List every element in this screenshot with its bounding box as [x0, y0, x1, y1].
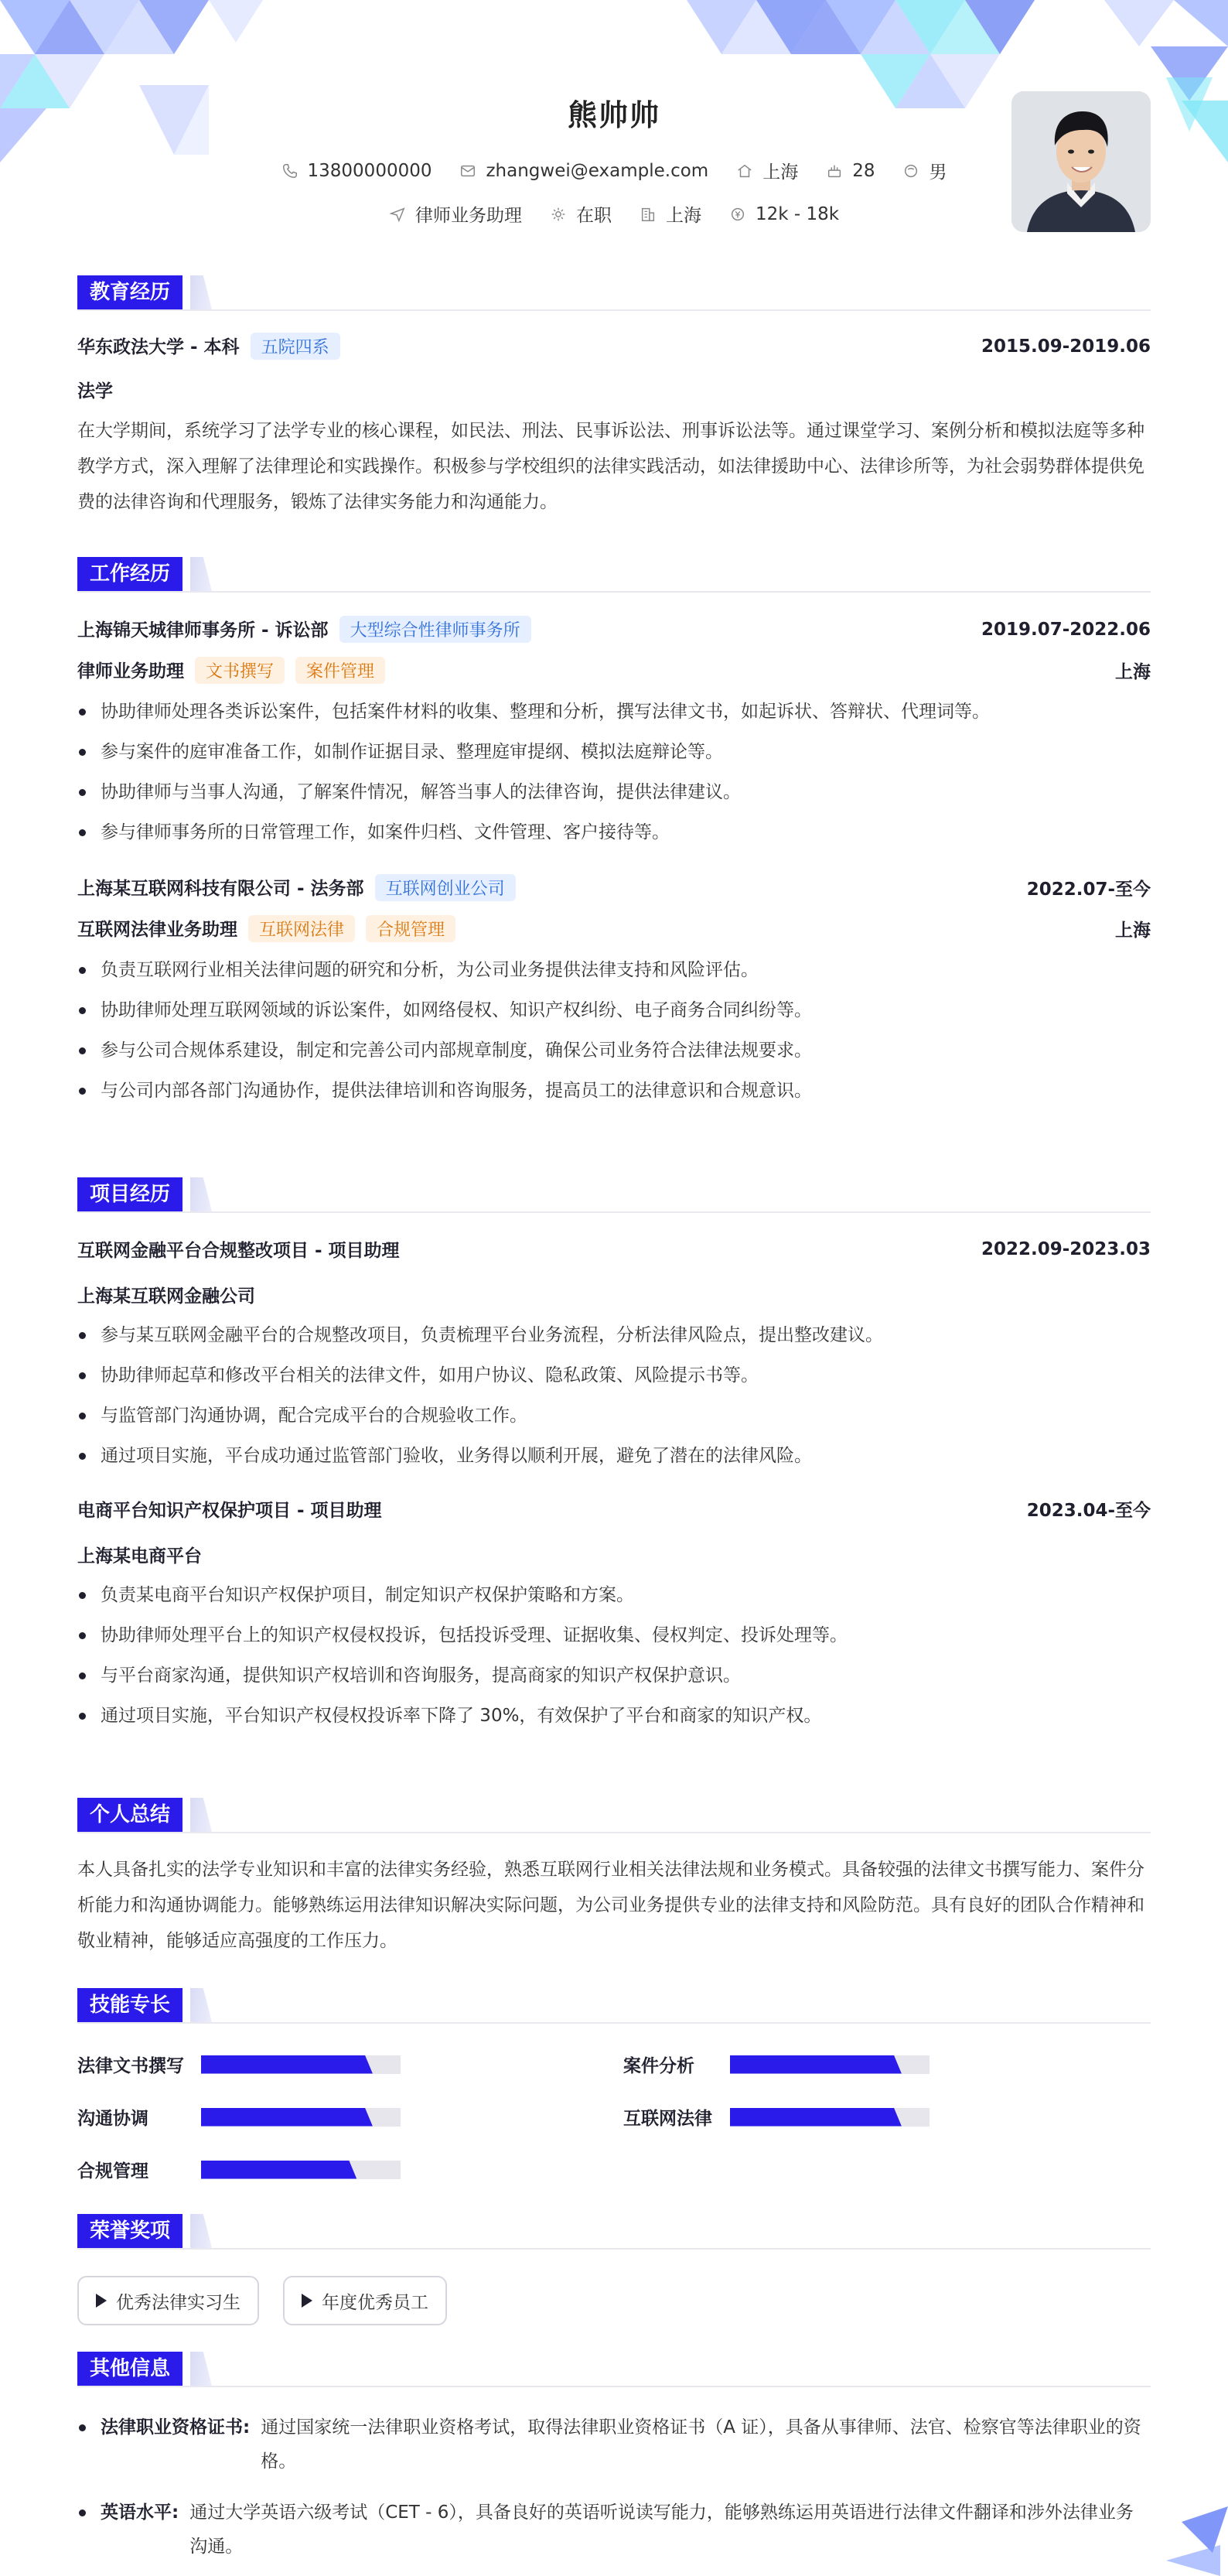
- company-name: 上海锦天城律师事务所 - 诉讼部: [77, 620, 329, 641]
- honor-badge: [283, 2276, 447, 2325]
- other-text: 通过大学英语六级考试（CET - 6），具备良好的英语听说读写能力，能够熟练运用英语进行法律文件翻译和涉外法律业务沟通。: [189, 2503, 1134, 2557]
- section-divider: [77, 309, 1151, 311]
- work-role-row: [77, 657, 1151, 684]
- project-date: 2023.04-至今: [1026, 1501, 1151, 1521]
- skill-item: [77, 2052, 401, 2077]
- project-name: 互联网金融平台合规整改项目 - 项目助理: [77, 1241, 400, 1261]
- section-divider: [77, 591, 1151, 593]
- list-item: 与平台商家沟通，提供知识产权培训和咨询服务，提高商家的知识产权保护意识。: [77, 1655, 1151, 1696]
- skill-name: 互联网法律: [623, 2109, 712, 2129]
- work-company-line: [77, 616, 531, 643]
- work-date: 2019.07-2022.06: [981, 619, 1151, 640]
- role-tag: 案件管理: [295, 657, 385, 684]
- section-title-tail: [190, 2214, 212, 2248]
- skill-bar-fill: [201, 2161, 356, 2179]
- skill-name: 沟通协调: [77, 2109, 148, 2129]
- other-info-item: [77, 2496, 1151, 2564]
- mail-icon: [459, 162, 476, 179]
- email-address: zhangwei@example.com: [486, 160, 709, 181]
- gender: 男: [929, 162, 947, 183]
- education-major: 法学: [77, 381, 113, 401]
- status-info: [550, 201, 612, 227]
- company-tag: 大型综合性律师事务所: [339, 616, 531, 643]
- skill-name: 合规管理: [77, 2161, 148, 2181]
- work-duties: [77, 950, 1151, 1111]
- phone-info: [281, 161, 432, 181]
- summary-header: [77, 1798, 1151, 1833]
- section-divider: [77, 2248, 1151, 2250]
- list-item: 负责某电商平台知识产权保护项目，制定知识产权保护策略和方案。: [77, 1575, 1151, 1615]
- list-item: 参与某互联网金融平台的合规整改项目，负责梳理平台业务流程，分析法律风险点，提出整改建议。: [77, 1315, 1151, 1355]
- skill-name: 法律文书撰写: [77, 2056, 184, 2076]
- project-name: 电商平台知识产权保护项目 - 项目助理: [77, 1501, 382, 1521]
- role-tag: 互联网法律: [248, 915, 355, 942]
- other-info-list: [77, 2410, 1151, 2479]
- skill-bar: [201, 2108, 401, 2127]
- phone-icon: [281, 162, 298, 179]
- other-info-list: [77, 2496, 1151, 2564]
- project-entry: [77, 1236, 1151, 1476]
- project-org: 上海某电商平台: [77, 1546, 202, 1566]
- work-company-row: [77, 874, 1151, 901]
- summary-text: 本人具备扎实的法学专业知识和丰富的法律实务经验，熟悉互联网行业相关法律法规和业务模式。具备较强的法律文书撰写能力、案件分析能力和沟通协调能力。能够熟练运用法律知识解决实际问题，为公司业务提供专业的法律支持和风险防范。具有良好的团队合作精神和敬业精神，能够适应高强度的工作压力。: [77, 1860, 1144, 1951]
- education-row: [77, 333, 1151, 360]
- job-title: 律师业务助理: [414, 206, 522, 226]
- work-company-row: [77, 616, 1151, 643]
- work-title: 工作经历: [77, 557, 182, 591]
- salary-info: [729, 204, 839, 224]
- list-item: 参与律师事务所的日常管理工作，如案件归档、文件管理、客户接待等。: [77, 812, 1151, 852]
- list-item: 与监管部门沟通协调，配合完成平台的合规验收工作。: [77, 1396, 1151, 1436]
- work-role-line: [77, 657, 385, 684]
- list-item: [77, 2496, 1151, 2564]
- skill-bar-fill: [201, 2055, 373, 2074]
- project-header: [77, 1177, 1151, 1213]
- other-title: 其他信息: [77, 2352, 182, 2386]
- skill-bar-fill: [730, 2055, 902, 2074]
- list-item: [77, 2410, 1151, 2479]
- education-section: [77, 275, 1151, 520]
- list-item: 通过项目实施，平台知识产权侵权投诉率下降了 30%，有效保护了平台和商家的知识产权。: [77, 1696, 1151, 1736]
- skill-bar: [201, 2055, 401, 2074]
- list-item: 协助律师处理平台上的知识产权侵权投诉，包括投诉受理、证据收集、侵权判定、投诉处理等。: [77, 1615, 1151, 1655]
- skills-section: [77, 1988, 1151, 2197]
- list-item: 与公司内部各部门沟通协作，提供法律培训和咨询服务，提高员工的法律意识和合规意识。: [77, 1071, 1151, 1111]
- skill-item: [623, 2052, 930, 2077]
- honor-badge: [77, 2276, 259, 2325]
- list-item: 参与公司合规体系建设，制定和完善公司内部规章制度，确保公司业务符合法律法规要求。: [77, 1030, 1151, 1071]
- section-divider: [77, 2386, 1151, 2387]
- school-name: 华东政法大学 - 本科: [77, 337, 240, 357]
- school-tag: 五院四系: [251, 333, 340, 360]
- expected-salary: 12k - 18k: [755, 203, 840, 224]
- work-role-line: [77, 915, 455, 942]
- company-tag: 互联网创业公司: [375, 874, 516, 901]
- section-divider: [77, 1832, 1151, 1833]
- work-entry: [77, 874, 1151, 1111]
- work-header: [77, 557, 1151, 593]
- list-item: 负责互联网行业相关法律问题的研究和分析，为公司业务提供法律支持和风险评估。: [77, 950, 1151, 990]
- honors-section: [77, 2214, 1151, 2330]
- honor-label: 优秀法律实习生: [116, 2292, 240, 2313]
- work-entry: [77, 616, 1151, 852]
- age: 28: [852, 160, 875, 181]
- work-section: [77, 557, 1151, 1111]
- honor-label: 年度优秀员工: [322, 2292, 428, 2313]
- project-org: 上海某互联网金融公司: [77, 1286, 255, 1307]
- summary-title: 个人总结: [77, 1798, 182, 1832]
- list-item: 协助律师处理各类诉讼案件，包括案件材料的收集、整理和分析，撰写法律文书，如起诉状、答辩状、代理词等。: [77, 692, 1151, 732]
- work-role-row: [77, 915, 1151, 942]
- other-info-item: [77, 2410, 1151, 2479]
- work-company-line: [77, 874, 516, 901]
- work-city: 上海: [665, 206, 701, 226]
- project-title: 项目经历: [77, 1177, 182, 1211]
- avatar: [1011, 91, 1151, 232]
- education-date: 2015.09-2019.06: [981, 336, 1151, 357]
- work-city: 上海: [1115, 921, 1151, 941]
- skill-item: [623, 2104, 930, 2130]
- section-title-tail: [190, 1988, 212, 2022]
- project-entry: [77, 1496, 1151, 1736]
- work-duties: [77, 692, 1151, 852]
- other-section: [77, 2352, 1151, 2568]
- other-text: 通过国家统一法律职业资格考试，取得法律职业资格证书（A 证），具备从事律师、法官、检察官等法律职业的资格。: [261, 2417, 1141, 2472]
- play-icon: [302, 2294, 312, 2308]
- skill-bar: [730, 2108, 930, 2127]
- email-info: [459, 161, 708, 181]
- skills-header: [77, 1988, 1151, 2024]
- job-info: [389, 201, 522, 227]
- send-icon: [389, 206, 406, 223]
- skill-bar: [730, 2055, 930, 2074]
- project-items: [77, 1315, 1151, 1476]
- city: 上海: [762, 162, 799, 183]
- role-tag: 合规管理: [366, 915, 455, 942]
- cake-icon: [826, 162, 843, 179]
- section-divider: [77, 2022, 1151, 2024]
- project-items: [77, 1575, 1151, 1736]
- section-title-tail: [190, 2352, 212, 2386]
- building-icon: [640, 206, 657, 223]
- section-title-tail: [190, 1177, 212, 1211]
- work-date: 2022.07-至今: [1026, 880, 1151, 900]
- education-title: 教育经历: [77, 275, 182, 309]
- city-info: [736, 158, 798, 183]
- list-item: 参与案件的庭审准备工作，如制作证据目录、整理庭审提纲、模拟法庭辩论等。: [77, 732, 1151, 772]
- skill-bar: [201, 2161, 401, 2179]
- education-header: [77, 275, 1151, 311]
- work-city-info: [640, 201, 701, 227]
- other-header: [77, 2352, 1151, 2387]
- project-name-row: [77, 1496, 1151, 1522]
- skill-bar-fill: [730, 2108, 902, 2127]
- project-name-row: [77, 1236, 1151, 1262]
- honors-title: 荣誉奖项: [77, 2214, 182, 2248]
- section-title-tail: [190, 1798, 212, 1832]
- role-tag: 文书撰写: [195, 657, 285, 684]
- project-date: 2022.09-2023.03: [981, 1238, 1151, 1259]
- skill-item: [77, 2104, 401, 2130]
- role-name: 互联网法律业务助理: [77, 920, 237, 940]
- skill-bar-fill: [201, 2108, 373, 2127]
- gender-icon: [902, 162, 919, 179]
- honors-header: [77, 2214, 1151, 2250]
- job-status: 在职: [575, 206, 612, 226]
- age-info: [826, 161, 875, 181]
- list-item: 协助律师起草和修改平台相关的法律文件，如用户协议、隐私政策、风险提示书等。: [77, 1355, 1151, 1396]
- other-label: 法律职业资格证书:: [101, 2417, 251, 2438]
- list-item: 协助律师处理互联网领域的诉讼案件，如网络侵权、知识产权纠纷、电子商务合同纠纷等。: [77, 990, 1151, 1030]
- other-label: 英语水平:: [101, 2503, 179, 2523]
- resume-header: [0, 0, 1228, 248]
- education-school-line: [77, 333, 340, 360]
- skill-item: [77, 2157, 401, 2182]
- candidate-name: 熊帅帅: [567, 98, 660, 132]
- gender-info: [902, 158, 947, 183]
- work-city: 上海: [1115, 662, 1151, 682]
- honors-list: [77, 2276, 1151, 2325]
- section-title-tail: [190, 557, 212, 591]
- decorative-triangles-bottom-right: [1151, 2499, 1228, 2576]
- list-item: 通过项目实施，平台成功通过监管部门验收，业务得以顺利开展，避免了潜在的法律风险。: [77, 1436, 1151, 1476]
- summary-section: [77, 1798, 1151, 1959]
- money-icon: [729, 206, 746, 223]
- list-item: 协助律师与当事人沟通，了解案件情况，解答当事人的法律咨询，提供法律建议。: [77, 772, 1151, 812]
- education-description: 在大学期间，系统学习了法学专业的核心课程，如民法、刑法、民事诉讼法、刑事诉讼法等。通过课堂学习、案例分析和模拟法庭等多种教学方式，深入理解了法律理论和实践操作。积极参与学校组织的法律实践活动，如法律援助中心、法律诊所等，为社会弱势群体提供免费的法律咨询和代理服务，锻炼了法律实务能力和沟通能力。: [77, 421, 1144, 512]
- avatar-portrait: [1011, 91, 1151, 232]
- home-icon: [736, 162, 753, 179]
- play-icon: [96, 2294, 107, 2308]
- skill-name: 案件分析: [623, 2056, 694, 2076]
- company-name: 上海某互联网科技有限公司 - 法务部: [77, 879, 364, 899]
- phone-number: 13800000000: [307, 160, 432, 181]
- skills-title: 技能专长: [77, 1988, 182, 2022]
- section-title-tail: [190, 275, 212, 309]
- gear-icon: [550, 206, 567, 223]
- section-divider: [77, 1211, 1151, 1213]
- project-section: [77, 1177, 1151, 1736]
- role-name: 律师业务助理: [77, 661, 184, 682]
